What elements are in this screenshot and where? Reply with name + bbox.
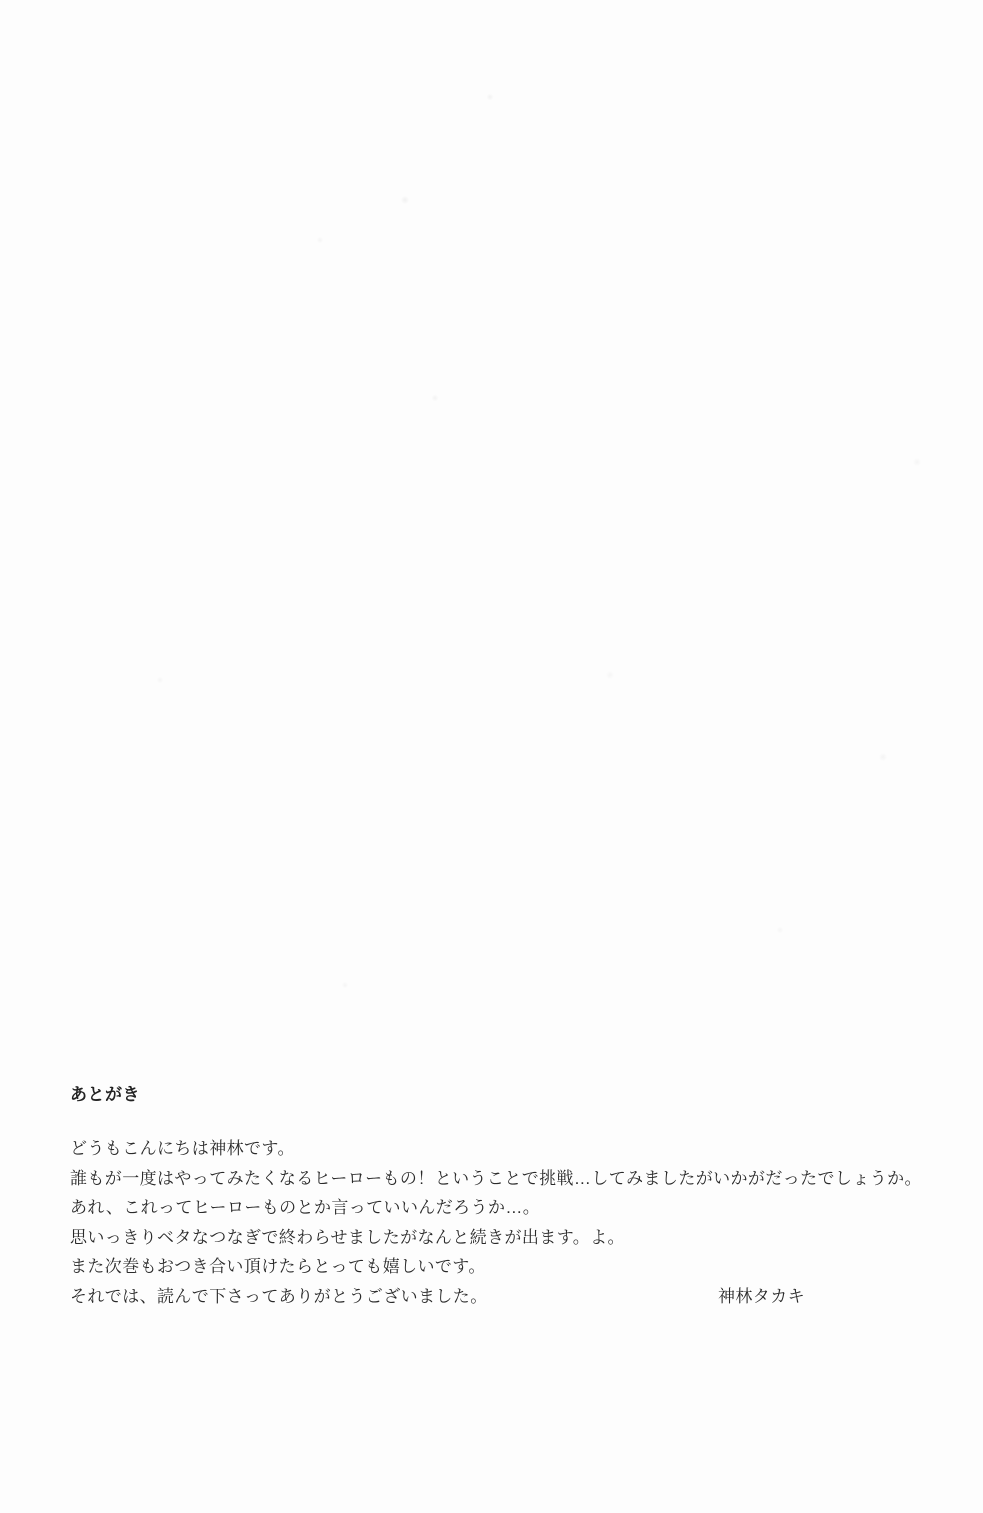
- afterword-line: また次巻もおつき合い頂けたらとっても嬉しいです。: [70, 1257, 486, 1276]
- afterword-line: 思いっきりベタなつなぎで終わらせましたがなんと続きが出ます。よ。: [70, 1227, 625, 1247]
- afterword-closing-line: [70, 1282, 930, 1312]
- afterword-line: あれ、これってヒーローものとか言っていいんだろうか…。: [70, 1198, 541, 1217]
- afterword-heading: あとがき: [70, 1085, 140, 1104]
- afterword-text-block: [70, 1134, 930, 1311]
- afterword-closing-text: それでは、読んで下さってありがとうございました。: [70, 1286, 488, 1306]
- afterword-line: どうもこんにちは神林です。: [70, 1139, 295, 1158]
- author-signature: 神林タカキ: [718, 1286, 805, 1306]
- afterword-line: 誰もが一度はやってみたくなるヒーローもの！ということで挑戦…してみましたがいかがだったでしょうか。: [70, 1168, 922, 1188]
